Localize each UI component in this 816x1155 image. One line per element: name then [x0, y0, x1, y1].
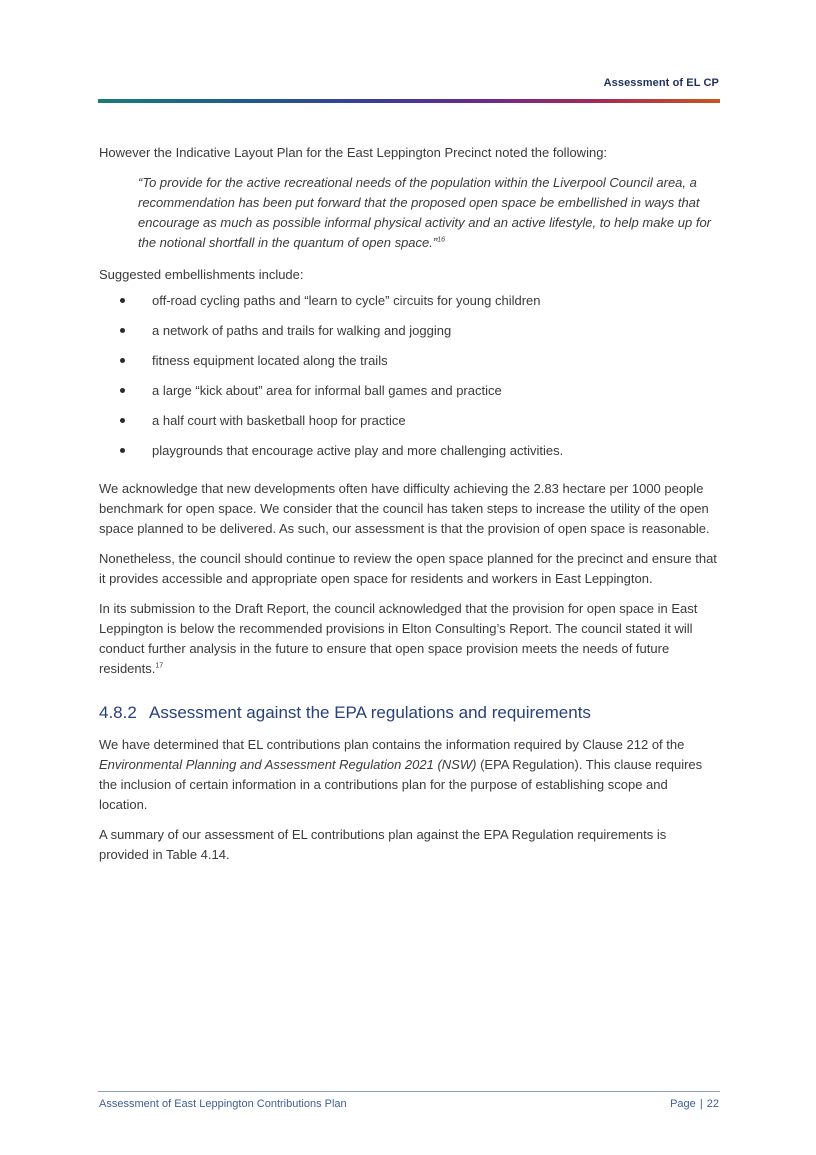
page-body [99, 143, 719, 875]
section-number: 4.8.2 [99, 703, 137, 722]
bullet-icon [120, 298, 125, 303]
regulation-title: Environmental Planning and Assessment Regulation 2021 (NSW) [99, 757, 477, 772]
footer-rule [98, 1091, 720, 1092]
submission-paragraph: In its submission to the Draft Report, the council acknowledged that the provision for open space in East Leppington is below the recommended provisions in Elton Consulting’s Report. The council stated it will conduct further analysis in the future to ensure that open space provision meets the needs of future residents.$^{17}$ [99, 601, 698, 676]
summary-paragraph: A summary of our assessment of EL contributions plan against the EPA Regulation requirements is provided in Table 4.14. [99, 827, 667, 862]
benchmark-paragraph: We acknowledge that new developments often have difficulty achieving the 2.83 hectare per 1000 people benchmark for open space. We consider that the council has taken steps to increase the utility of the open space planned to be delivered. As such, our assessment is that the provision of open space is reasonable. [99, 481, 710, 536]
block-quote [138, 173, 719, 253]
intro-paragraph: However the Indicative Layout Plan for the East Leppington Precinct noted the following: [99, 145, 608, 160]
list-item: off-road cycling paths and “learn to cycle” circuits for young children [99, 291, 719, 321]
bullet-icon [120, 328, 125, 333]
bullet-icon [120, 418, 125, 423]
list-item: playgrounds that encourage active play and more challenging activities. [99, 441, 719, 471]
list-item: fitness equipment located along the trails [99, 351, 719, 381]
embellishments-list [99, 291, 719, 471]
footnote-ref-17[interactable]: 17 [155, 662, 164, 670]
epa-paragraph: We have determined that EL contributions plan contains the information required by Clause 212 of the Environmental Planning and Assessment Regulation 2021 (NSW) (EPA Regulation). This clause requires the inclusion of certain information in a contributions plan for the purpose of establishing scope and location. [99, 737, 703, 812]
footer-document-title: Assessment of East Leppington Contributions Plan [99, 1098, 347, 1110]
bullet-icon [120, 388, 125, 393]
footnote-ref-16[interactable]: 16 [437, 236, 445, 244]
running-header-title: Assessment of EL CP [603, 77, 719, 89]
header-gradient-rule [98, 99, 720, 103]
section-title: Assessment against the EPA regulations and requirements [149, 703, 591, 722]
quote-text: “To provide for the active recreational needs of the population within the Liverpool Council area, a recommendation has been put forward that the proposed open space be embellished in ways that encourage as much as possible informal physical activity and an active lifestyle, to help make up for the notional shortfall in the quantum of open space.” [138, 175, 712, 250]
list-item: a network of paths and trails for walking and jogging [99, 321, 719, 351]
section-heading [99, 701, 719, 725]
footer-page-number: Page | 22 [670, 1098, 719, 1110]
embellishments-intro: Suggested embellishments include: [99, 267, 304, 282]
list-item: a large “kick about” area for informal ball games and practice [99, 381, 719, 411]
review-paragraph: Nonetheless, the council should continue to review the open space planned for the precinct and ensure that it provides accessible and appropriate open space for residents and workers in East Leppington. [99, 551, 717, 586]
bullet-icon [120, 448, 125, 453]
list-item: a half court with basketball hoop for practice [99, 411, 719, 441]
bullet-icon [120, 358, 125, 363]
